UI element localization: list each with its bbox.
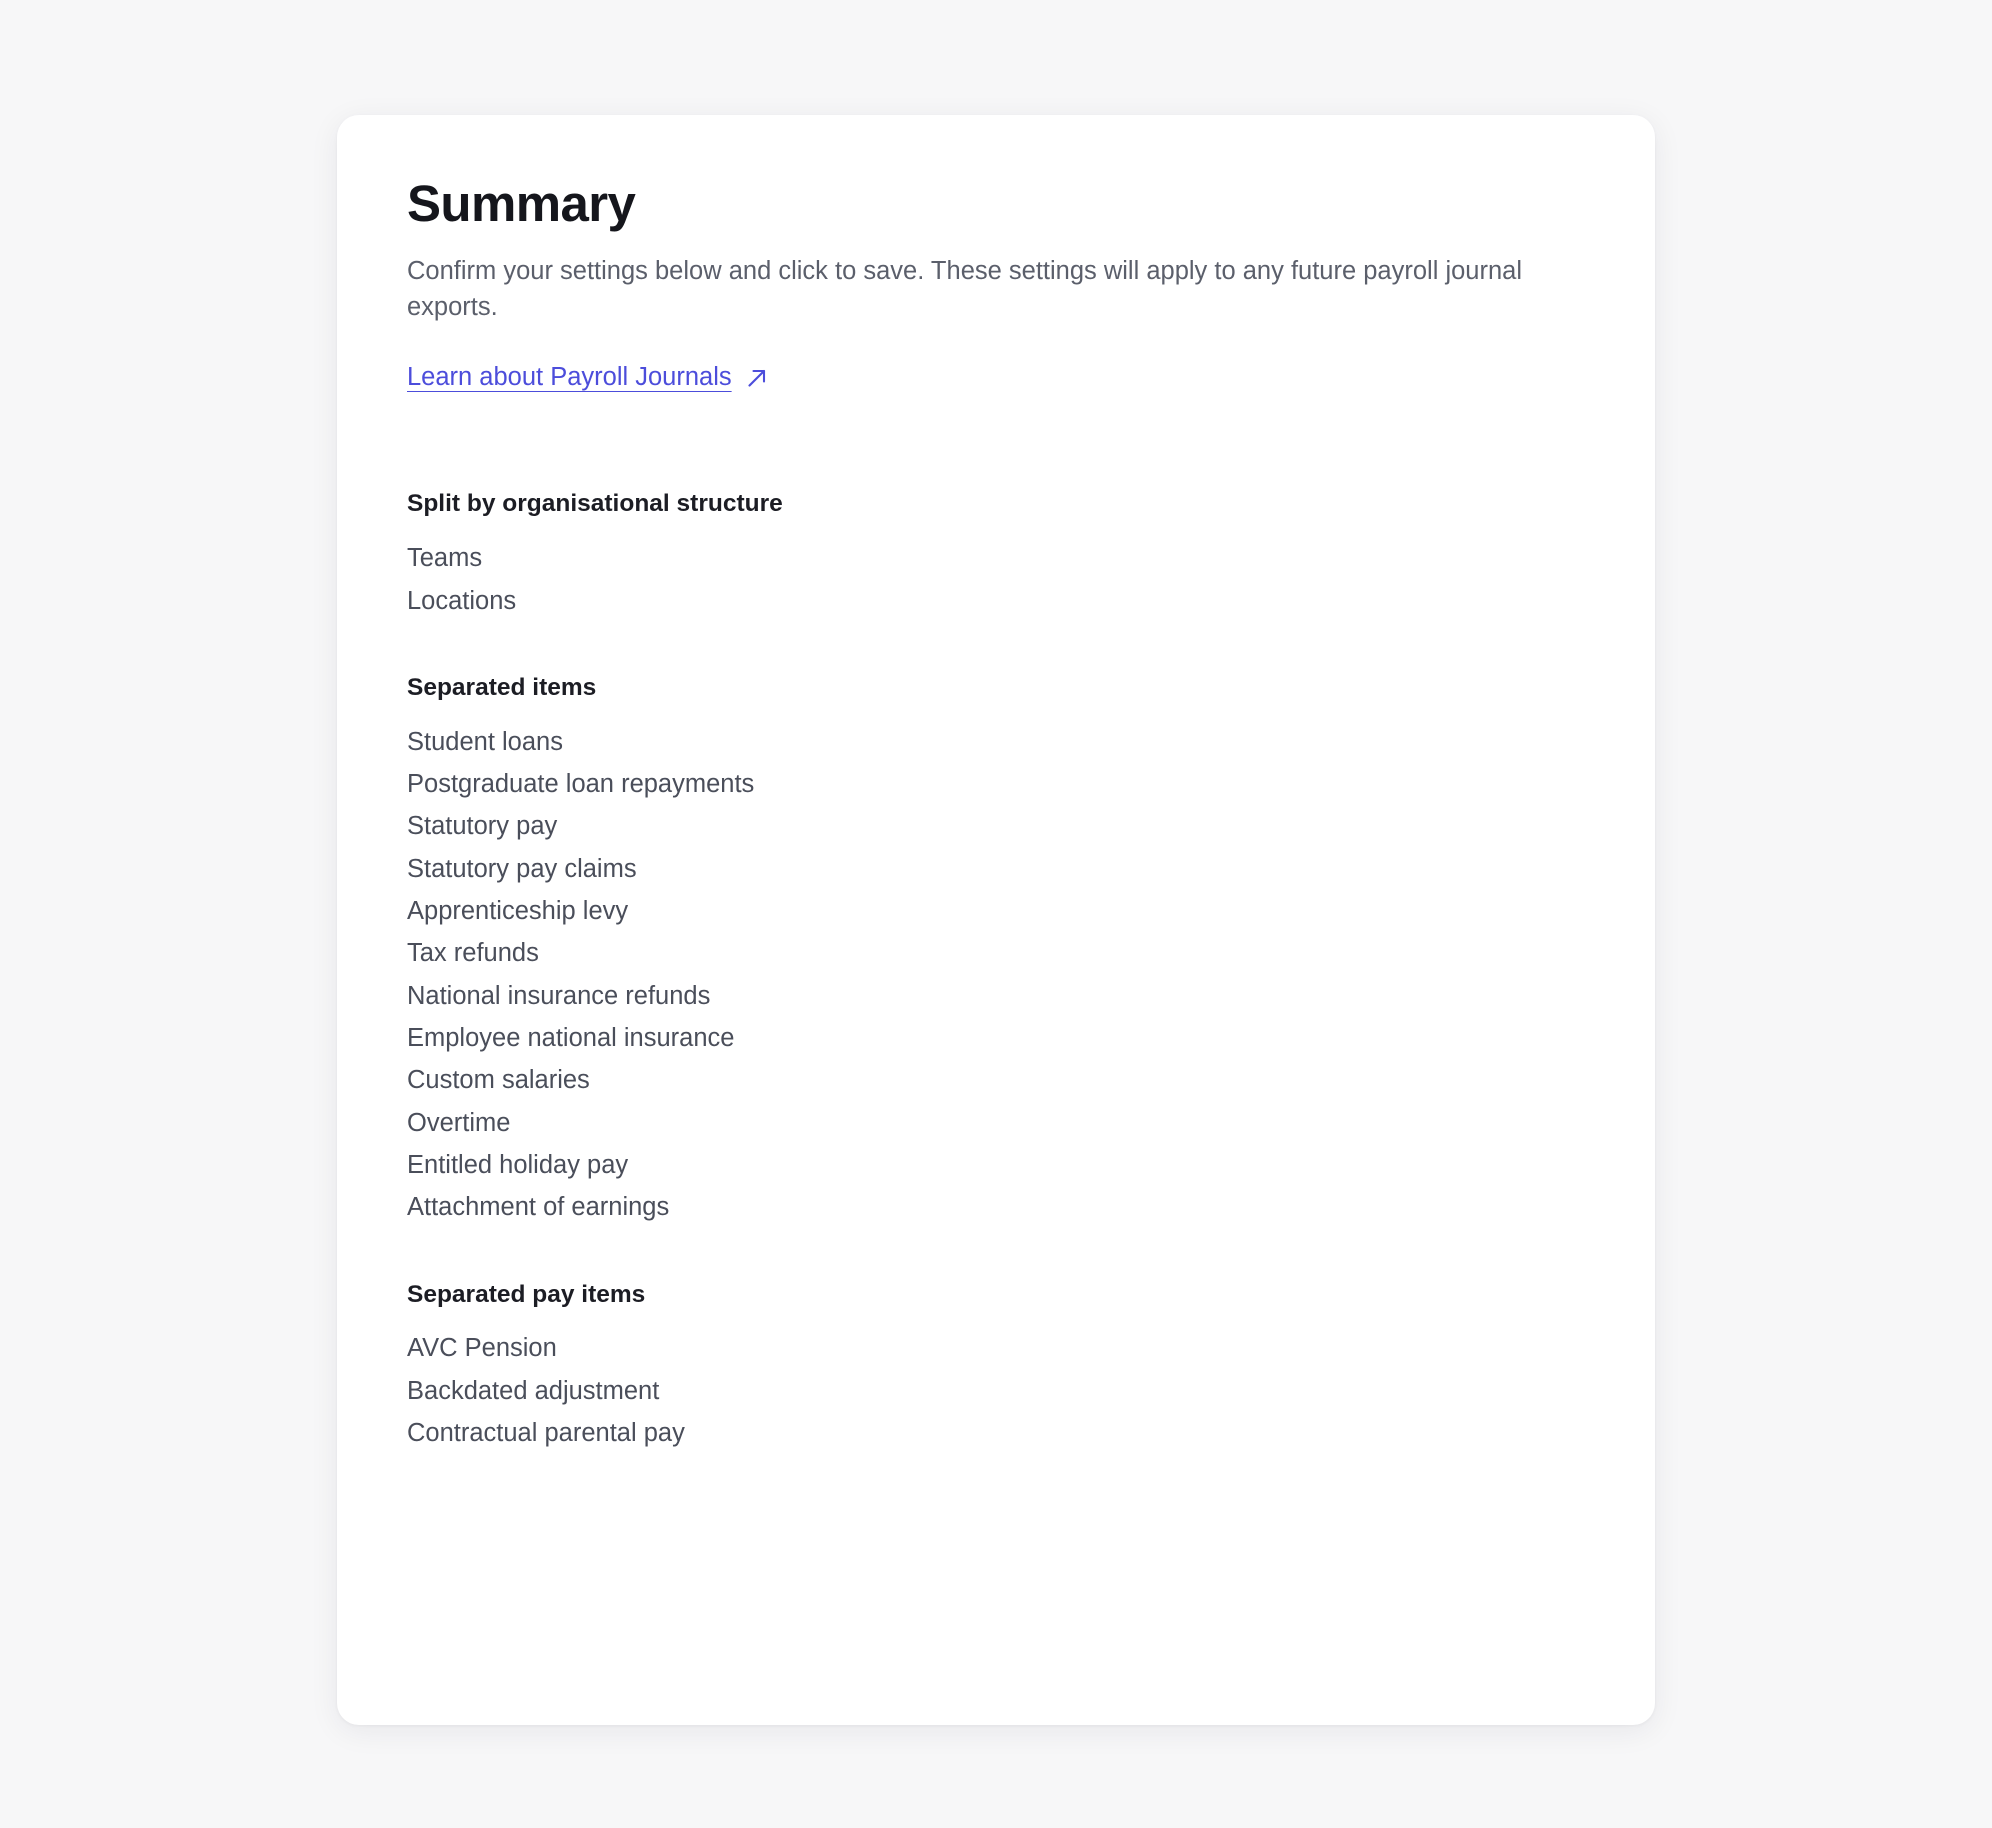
list-item: Custom salaries <box>407 1066 590 1095</box>
summary-card <box>337 115 1655 1725</box>
section-heading: Split by organisational structure <box>407 490 783 518</box>
external-link-arrow-icon <box>746 367 768 389</box>
list-item: National insurance refunds <box>407 981 711 1010</box>
section-item-list <box>407 537 1585 622</box>
section-item-list <box>407 721 1585 1229</box>
page-title: Summary <box>407 175 636 232</box>
list-item: Entitled holiday pay <box>407 1150 629 1179</box>
list-item: Contractual parental pay <box>407 1418 685 1447</box>
section-separated-items <box>407 670 1585 1229</box>
section-item-list <box>407 1327 1585 1454</box>
list-item: Backdated adjustment <box>407 1376 660 1405</box>
section-heading: Separated items <box>407 673 597 701</box>
section-heading: Separated pay items <box>407 1280 646 1308</box>
list-item: Statutory pay claims <box>407 854 637 883</box>
section-separated-pay-items <box>407 1277 1585 1455</box>
list-item: Attachment of earnings <box>407 1193 670 1222</box>
list-item: Locations <box>407 586 517 615</box>
list-item: Student loans <box>407 727 563 756</box>
list-item: Apprenticeship levy <box>407 896 629 925</box>
list-item: Teams <box>407 544 483 573</box>
section-split-by-organisational-structure <box>407 486 1585 621</box>
list-item: AVC Pension <box>407 1334 557 1363</box>
page-description: Confirm your settings below and click to save. These settings will apply to any future payroll journal exports. <box>407 256 1522 321</box>
list-item: Statutory pay <box>407 812 558 841</box>
list-item: Tax refunds <box>407 939 539 968</box>
learn-link-label: Learn about Payroll Journals <box>407 363 732 392</box>
list-item: Employee national insurance <box>407 1023 735 1052</box>
list-item: Postgraduate loan repayments <box>407 769 755 798</box>
learn-about-payroll-journals-link[interactable] <box>407 363 768 392</box>
summary-card-content <box>337 115 1655 1454</box>
list-item: Overtime <box>407 1108 511 1137</box>
